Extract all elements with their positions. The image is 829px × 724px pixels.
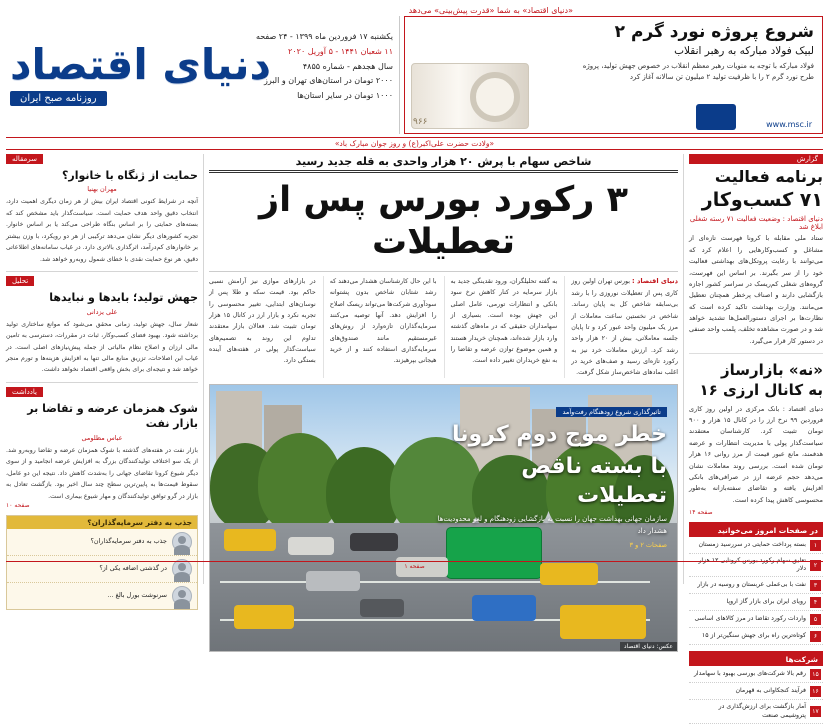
analysis-byline: علی یزدانی	[86, 307, 118, 316]
issue-weekday-date: یکشنبه ۱۷ فروردین ماه ۱۳۹۹ - ۲۴ صفحه	[255, 32, 393, 41]
photo-overlay	[435, 399, 667, 549]
photo-car	[288, 537, 334, 555]
right-story2-title-line1: «نه» بازارساز	[720, 361, 823, 380]
right-story2-title-line2: به کانال ارزی ۱۶	[699, 381, 823, 400]
lead-body-text: بورس تهران اولین روز کاری پس از تعطیلات نوروزی را با رشد بی‌سابقه شاخص کل به پایان رساند. شاخص در نخستین ساعت معاملات از مرز یک میلیون واحد عبور کرد و تا پایان جلسه معاملاتی، بیش از ۲۰ هزار واحد رشد کرد. ارزش معاملات خرد نیز به رکورد تازه‌ای رسید و صف‌های خرید در اغلب نمادهای شاخص‌ساز شکل گرفت.	[571, 278, 678, 377]
list-item[interactable]	[689, 611, 823, 628]
main-photo	[209, 384, 678, 652]
list-item[interactable]	[689, 594, 823, 611]
tagline-text: «دنیای اقتصاد» به شما «قدرت پیش‌بینی» می‌دهد	[408, 5, 573, 15]
photo-car	[472, 595, 536, 621]
photo-credit: عکس: دنیای اقتصاد	[620, 642, 677, 651]
masthead-occasion-strip	[6, 137, 823, 150]
lead-body-col	[444, 276, 558, 378]
divider	[689, 353, 823, 354]
lead-body-text: در بازارهای موازی نیز آرامش نسبی حاکم بود. قیمت سکه و طلا پس از نوسان‌های ابتدایی، تغییر محسوسی را تجربه نکرد و بازار ارز در کانال ۱۵ هزار تومان تثبیت شد. فعالان بازار معتقدند تداوم این روند به تصمیم‌های سیاست‌گذار پولی در هفته‌های آینده بستگی دارد.	[209, 278, 316, 365]
note-section	[6, 382, 198, 509]
list-item-label: فرآیند کنجکاوانی به قهرمان	[735, 687, 806, 695]
list-item[interactable]	[689, 537, 823, 554]
qa-panel-row[interactable]	[7, 583, 197, 609]
avatar	[172, 586, 192, 606]
top-tagline	[6, 4, 823, 16]
list-item-label: بسته پرداخت حمایتی در سررسید زمستان	[698, 540, 806, 548]
editorial-byline: مهران بهنیا	[87, 185, 117, 194]
list-item-number: ۲	[810, 560, 821, 571]
newspaper-logo	[6, 16, 272, 134]
ad-body-text: فولاد مبارکه با توجه به منویات رهبر معظم انقلاب در خصوص جهش تولید، پروژه طرح نورد گرم ۲ را با ظرفیت تولید ۲ میلیون تن سالانه آغاز کرد	[582, 62, 814, 82]
ad-title: شروع پروژه نورد گرم ۲	[614, 22, 814, 42]
ad-url[interactable]: www.msc.ir	[766, 120, 812, 129]
lead-body-text: با این حال کارشناسان هشدار می‌دهند که رشد شتابان شاخص بدون پشتوانه سودآوری شرکت‌ها می‌تواند ریسک اصلاح را افزایش دهد. آنها توصیه می‌کنند سرمایه‌گذاران تازه‌وارد از روش‌های غیرمستقیم مانند صندوق‌های سرمایه‌گذاری استفاده کنند و از خرید هیجانی بپرهیزند.	[329, 278, 437, 365]
right-story2-more-link[interactable]: صفحه ۱۴	[689, 509, 713, 517]
list-item-label: آمار بازگشت برای ارزش‌گذاری در پتروشیمی صنعت	[718, 702, 806, 719]
overlay-more-link[interactable]: صفحات ۲ و ۳	[629, 541, 667, 550]
list-item-label: رویای ایران برای بازار گاز اروپا	[726, 598, 806, 606]
editorial-title: حمایت از ژنگاه با خانوار؟	[62, 169, 198, 182]
lead-body-text: به گفته تحلیلگران، ورود نقدینگی جدید به بازار سرمایه در کنار کاهش نرخ سود بانکی و انتظارات تورمی، عامل اصلی این جهش بوده است. بسیاری از سهامداران حقیقی که در ماه‌های گذشته وارد بازار شده‌اند، همچنان خریدار هستند و همین موضوع توازن عرضه و تقاضا را به نفع خریداران تغییر داده است.	[450, 278, 558, 365]
overlay-headline-line2: با بسته ناقص تعطیلات	[521, 454, 667, 508]
right-story-text: ستاد ملی مقابله با کرونا فهرست تازه‌ای از مشاغل و کسب‌وکارهایی را اعلام کرد که می‌توانند با رعایت پروتکل‌های بهداشتی فعالیت خود را از سر بگیرند. بر اساس این فهرست، گروه‌های شغلی کم‌ریسک در سراسر کشور اجازه بازگشایی دارند و اصناف پرخطر همچنان تعطیل می‌مانند. وزارت بهداشت تاکید کرده است که نظارت‌ها بر اجرای دستورالعمل‌ها تشدید خواهد شد و در صورت مشاهده تخلف، پلمب واحد صنفی در دستور کار قرار می‌گیرد.	[689, 234, 823, 345]
editorial-tag: سرمقاله	[6, 154, 43, 164]
photo-taxi	[560, 605, 646, 639]
right-story2-title	[689, 360, 823, 401]
lead-body	[209, 271, 678, 378]
note-byline: عباس مظلومی	[81, 433, 123, 442]
lead-body-col	[564, 276, 678, 378]
lead-body-col	[209, 276, 316, 378]
issue-price-other: ۱۰۰۰ تومان در سایر استان‌ها	[297, 91, 393, 101]
issue-price-tehran: ۲۰۰۰ تومان در استان‌های تهران و البرز	[263, 76, 393, 86]
list-item-number: ۴	[810, 597, 821, 608]
list-item-label: کوتاه‌ترین راه برای جهش سنگین‌تر از ۱۵	[701, 632, 806, 640]
analysis-title: جهش تولید؛ بایدها و نبایدها	[49, 291, 198, 305]
steel-coil-image	[411, 63, 529, 129]
lead-kicker: شاخص سهام با پرش ۲۰ هزار واحدی به قله جدید رسید	[295, 155, 592, 168]
right-story-title-line2: ۷۱ کسب‌وکار	[701, 188, 823, 211]
qa-panel-text: سرنوشت بورل بالغ ...	[107, 591, 167, 600]
list-item[interactable]	[689, 628, 823, 645]
note-title: شوک همزمان عرضه و تقاضا بر بازار نفت	[27, 401, 198, 431]
list-item[interactable]	[689, 700, 823, 723]
avatar	[172, 532, 192, 552]
analysis-section	[6, 271, 198, 376]
masthead	[6, 16, 823, 134]
issue-year-number: سال هجدهم - شماره ۴۸۵۵	[302, 61, 393, 71]
photo-motorcycle	[360, 599, 404, 617]
occasion-text: «ولادت حضرت علی‌اکبر(ع) و روز جوان مبارک باد»	[334, 139, 495, 148]
list-item-number: ۱۷	[810, 706, 821, 717]
list-item-number: ۱۶	[810, 686, 821, 697]
inside-today-heading: در صفحات امروز می‌خوانید	[689, 524, 823, 537]
list-item-number: ۱۵	[810, 669, 821, 680]
qa-panel-heading: جذب به دفتر سرمایه‌گذاران؟	[7, 516, 197, 529]
newspaper-title: دنیای اقتصاد	[10, 40, 272, 89]
lead-body-col	[323, 276, 437, 378]
ad-subtitle: لبیک فولاد مبارکه به رهبر انقلاب	[674, 45, 814, 58]
newspaper-subtitle: روزنامه صبح ایران	[10, 91, 107, 106]
right-story-byline: دنیای اقتصاد : وضعیت فعالیت ۷۱ رسته شغلی ابلاغ شد	[689, 215, 823, 232]
middle-column	[209, 154, 678, 651]
photo-car	[306, 571, 360, 591]
issue-info	[250, 16, 400, 134]
list-item[interactable]	[689, 666, 823, 683]
right-column	[683, 154, 823, 719]
list-item[interactable]	[689, 577, 823, 594]
page-footer	[6, 561, 823, 571]
top-advertisement[interactable]	[404, 16, 823, 134]
issue-hijri-gregorian: ۱۱ شعبان ۱۴۴۱ - ۵ آوریل ۲۰۲۰	[288, 46, 393, 56]
lead-headline: ۳ رکورد بورس پس از تعطیلات	[259, 180, 628, 262]
editorial-text: آنچه در شرایط کنونی اقتصاد ایران بیش از هر زمان دیگری اهمیت دارد، انتخاب دقیق واحد هدف حمایت است. سیاست‌گذار باید مشخص کند که بسته‌های حمایتی را بر اساس بنگاه طراحی می‌کند یا بر اساس خانوار. تجربه کشورهای دیگر نشان می‌دهد ترکیبی از هر دو رویکرد، با وزن بیشتر بر خانوارهای کم‌درآمد، اثرگذاری بالاتری دارد. در غیاب سامانه‌های اطلاعاتی دقیق، هر نوع حمایت نقدی با خطای شمول روبه‌رو خواهد شد.	[6, 198, 198, 263]
page-number: صفحه ۱	[404, 563, 425, 570]
page-content	[6, 154, 823, 719]
analysis-tag: تحلیل	[6, 276, 34, 286]
overlay-headline-line1: خطر موج دوم کرونا	[452, 422, 667, 448]
note-tag: یادداشت	[6, 387, 43, 397]
photo-car	[350, 533, 398, 551]
qa-panel-text: جذب به دفتر سرمایه‌گذاران؟	[90, 537, 167, 546]
qa-panel-text: در گذشتی اضافه یکی از؟	[99, 564, 167, 573]
list-item-label: تعلیق سهام رکورد بورس کرونایی ۱۲ هزار دلار	[698, 556, 806, 573]
analysis-text: شعار سال، جهش تولید، زمانی محقق می‌شود که موانع ساختاری تولید برداشته شود. بهبود فضای کسب‌وکار، ثبات در مقررات، دسترسی به تامین مالی ارزان و اصلاح نظام مالیاتی از جمله پیش‌نیازهای اصلی است. در غیاب این اصلاحات، تزریق منابع مالی تنها به افزایش هزینه‌ها و تورم منجر خواهد شد و نتیجه‌ای برای بخش واقعی اقتصاد نخواهد داشت.	[6, 320, 198, 374]
list-item-label: نفت با بی‌عملی عربستان و روسیه در بازار	[697, 581, 806, 589]
editorial-section	[6, 154, 198, 265]
qa-panel-row[interactable]	[7, 529, 197, 556]
overlay-tag: تاثیرگذاری شروع زودهنگام رفت‌وآمد	[556, 407, 667, 417]
list-item-label: واردات رکورد تقاضا در مرز کالاهای اساسی	[694, 615, 806, 623]
list-item-number: ۳	[810, 580, 821, 591]
right-column-tag: گزارش	[689, 154, 823, 164]
right-story2-text: دنیای اقتصاد : بانک مرکزی در اولین روز کاری فروردین ۹۹ نرخ ارز را در کانال ۱۵ هزار و ۹۰۰ تومان تثبیت کرد. کارشناسان معتقدند سیاست‌گذار پولی با مدیریت انتظارات و عرضه هدفمند، مانع عبور قیمت از مرز روانی ۱۶ هزار تومان شده است. بررسی روند معاملات نشان می‌دهد حجم عرضه ارز در صرافی‌های بانکی افزایش یافته و تقاضای سفته‌بازانه به‌طور محسوسی کاهش پیدا کرده است.	[689, 404, 823, 504]
list-item-label: رقم بالا شرکت‌های بورسی بهبود با سهامدار	[693, 670, 806, 678]
list-item-number: ۶	[810, 631, 821, 642]
list-item-number: ۵	[810, 614, 821, 625]
photo-taxi	[224, 529, 276, 551]
inside-today-list	[689, 522, 823, 645]
left-column	[6, 154, 204, 600]
ad-badge: ۹۶۶	[413, 117, 428, 127]
list-item[interactable]	[689, 683, 823, 700]
companies-heading: شرکت‌ها	[689, 653, 823, 666]
list-item-number: ۱	[810, 540, 821, 551]
photo-taxi	[234, 605, 294, 629]
companies-list	[689, 651, 823, 723]
overlay-subtext: سازمان جهانی بهداشت جهان را نسبت به بازگشایی زودهنگام و لغو محدودیت‌ها هشدار داد	[437, 515, 667, 536]
right-story-title	[689, 167, 823, 212]
note-more-link[interactable]: صفحه ۱۰	[6, 502, 30, 510]
lead-body-lead: دنیای اقتصاد :	[632, 277, 678, 285]
advertiser-logo-icon	[696, 104, 736, 130]
note-text: بازار نفت در هفته‌های گذشته با شوک همزمان عرضه و تقاضا روبه‌رو شد. از یک سو اختلاف تولیدکنندگان بزرگ به افزایش عرضه انجامید و از سوی دیگر شیوع کرونا تقاضای جهانی را به‌شدت کاهش داد. نتیجه این دو عامل، سقوط قیمت‌ها به پایین‌ترین سطح چند سال اخیر بود. بازگشت تعادل به بازار در گرو توافق تولیدکنندگان و مهار شیوع بیماری است.	[6, 446, 198, 500]
right-story-title-line1: برنامه فعالیت	[714, 167, 823, 186]
